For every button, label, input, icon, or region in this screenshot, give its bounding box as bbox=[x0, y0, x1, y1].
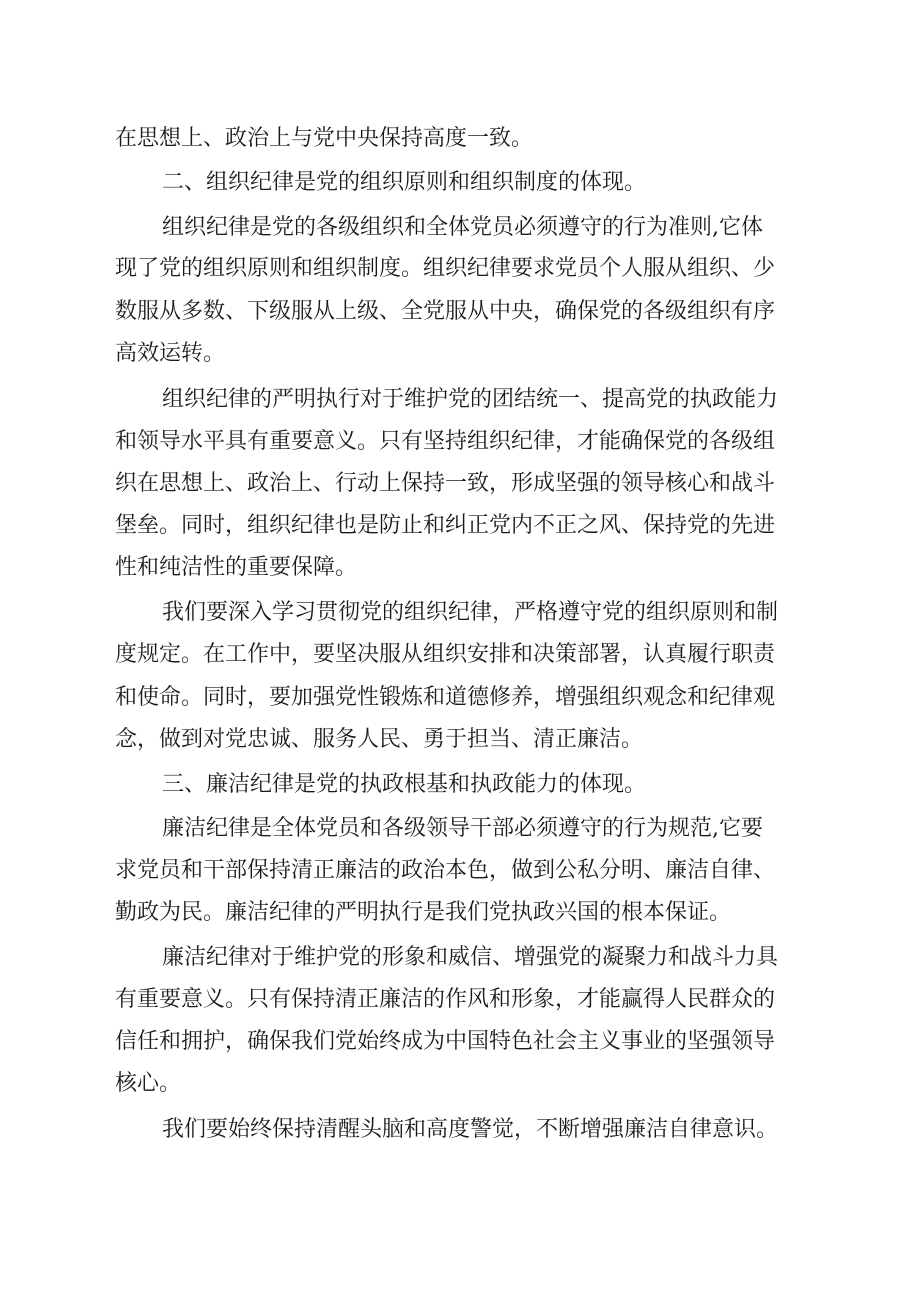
text-line: 核心。 bbox=[115, 1071, 182, 1096]
text-line: 堡垒。同时，组织纪律也是防止和纠正党内不正之风、保持党的先进 bbox=[115, 513, 776, 538]
text-line: 求党员和干部保持清正廉洁的政治本色，做到公私分明、廉洁自律、 bbox=[115, 858, 776, 883]
text-line: 织在思想上、政治上、行动上保持一致，形成坚强的领导核心和战斗 bbox=[115, 471, 776, 496]
text-line: 和使命。同时，要加强党性锻炼和道德修养，增强组织观念和纪律观 bbox=[115, 685, 776, 710]
text-line: 我们要始终保持清醒头脑和高度警觉，不断增强廉洁自律意识。 bbox=[162, 1117, 779, 1142]
text-line: 在思想上、政治上与党中央保持高度一致。 bbox=[115, 126, 534, 151]
section-heading: 三、廉洁纪律是党的执政根基和执政能力的体现。 bbox=[162, 772, 647, 797]
text-line: 组织纪律是党的各级组织和全体党员必须遵守的行为准则,它体 bbox=[162, 215, 763, 240]
text-line: 我们要深入学习贯彻党的组织纪律，严格遵守党的组织原则和制 bbox=[162, 600, 779, 625]
text-line: 廉洁纪律对于维护党的形象和威信、增强党的凝聚力和战斗力具 bbox=[162, 945, 779, 970]
text-line: 廉洁纪律是全体党员和各级领导干部必须遵守的行为规范,它要 bbox=[162, 816, 763, 841]
text-line: 现了党的组织原则和组织制度。组织纪律要求党员个人服从组织、少 bbox=[115, 256, 776, 281]
text-line: 性和纯洁性的重要保障。 bbox=[115, 555, 358, 580]
text-line: 度规定。在工作中，要坚决服从组织安排和决策部署，认真履行职责 bbox=[115, 642, 776, 667]
text-line: 勤政为民。廉洁纪律的严明执行是我们党执政兴国的根本保证。 bbox=[115, 900, 732, 925]
text-line: 数服从多数、下级服从上级、全党服从中央，确保党的各级组织有序 bbox=[115, 299, 776, 324]
text-line: 信任和拥护，确保我们党始终成为中国特色社会主义事业的坚强领导 bbox=[115, 1029, 776, 1054]
text-line: 高效运转。 bbox=[115, 341, 226, 366]
text-line: 组织纪律的严明执行对于维护党的团结统一、提高党的执政能力 bbox=[162, 387, 779, 412]
text-line: 有重要意义。只有保持清正廉洁的作风和形象，才能赢得人民群众的 bbox=[115, 987, 776, 1012]
section-heading: 二、组织纪律是党的组织原则和组织制度的体现。 bbox=[162, 170, 647, 195]
text-line: 念，做到对党忠诚、服务人民、勇于担当、清正廉洁。 bbox=[115, 727, 644, 752]
text-line: 和领导水平具有重要意义。只有坚持组织纪律，才能确保党的各级组 bbox=[115, 429, 776, 454]
